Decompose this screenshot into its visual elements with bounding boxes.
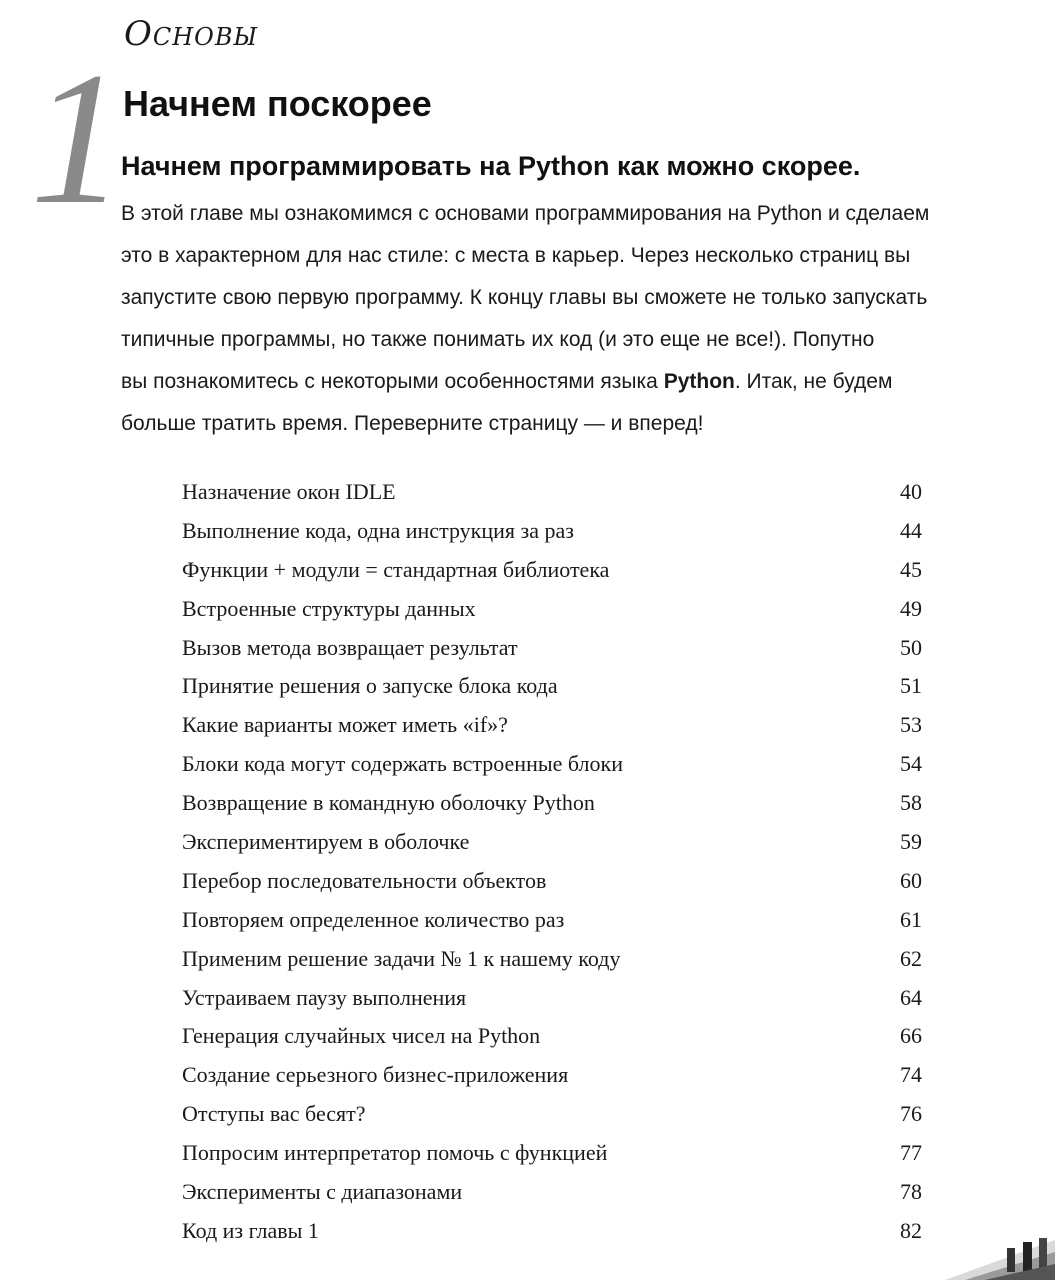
toc-entry-page: 58: [900, 790, 922, 816]
toc-entry-page: 44: [900, 517, 922, 543]
chapter-number: 1: [30, 34, 125, 244]
toc-entry-title: Код из главы 1: [182, 1217, 319, 1243]
toc-entry[interactable]: [182, 667, 922, 706]
toc-entry-page: 49: [900, 595, 922, 621]
toc-entry-page: 64: [900, 984, 922, 1010]
toc-entry-page: 77: [900, 1140, 922, 1166]
toc-entry-title: Генерация случайных чисел на Python: [182, 1023, 541, 1049]
toc-entry-title: Блоки кода могут содержать встроенные блоки: [182, 751, 623, 777]
toc-entry-title: Отступы вас бесят?: [182, 1101, 366, 1127]
toc-entry[interactable]: [182, 706, 922, 745]
intro-line: типичные программы, но также понимать их код (и это еще не все!). Попутно: [121, 328, 875, 351]
toc-entry[interactable]: [182, 784, 922, 823]
toc-entry[interactable]: [182, 473, 922, 512]
toc-entry-page: 59: [900, 829, 922, 855]
toc-entry-page: 61: [900, 906, 922, 932]
toc-entry-page: 50: [900, 634, 922, 660]
toc-entry-title: Перебор последовательности объектов: [182, 867, 547, 893]
toc-entry[interactable]: [182, 901, 922, 940]
toc-entry-title: Применим решение задачи № 1 к нашему коду: [182, 945, 621, 971]
toc-entry-title: Устраиваем паузу выполнения: [182, 984, 467, 1010]
toc-entry-page: 54: [900, 751, 922, 777]
toc-entry-page: 74: [900, 1062, 922, 1088]
toc-entry-page: 76: [900, 1101, 922, 1127]
toc-entry-title: Выполнение кода, одна инструкция за раз: [182, 517, 574, 543]
section-label: Основы: [124, 14, 259, 54]
toc-entry-page: 40: [900, 479, 922, 504]
toc-entry-page: 53: [900, 712, 922, 738]
toc-entry[interactable]: [182, 940, 922, 979]
toc-entry[interactable]: [182, 629, 922, 668]
table-of-contents: [182, 473, 922, 1251]
decorative-corner-illustration: [945, 1230, 1055, 1280]
intro-text: вы познакомитесь с некоторыми особенностями языка: [121, 370, 664, 393]
toc-entry[interactable]: [182, 551, 922, 590]
toc-entry-title: Принятие решения о запуске блока кода: [182, 673, 558, 699]
intro-line: это в характерном для нас стиле: с места в карьер. Через несколько страниц вы: [121, 244, 911, 267]
toc-entry-page: 82: [900, 1217, 922, 1243]
chapter-title: Начнем поскорее: [123, 83, 432, 124]
toc-entry[interactable]: [182, 823, 922, 862]
intro-emphasis: Python: [663, 370, 735, 393]
toc-entry-title: Возвращение в командную оболочку Python: [182, 790, 595, 816]
toc-entry-title: Повторяем определенное количество раз: [182, 906, 565, 932]
intro-line: больше тратить время. Переверните страницу — и вперед!: [121, 412, 704, 435]
toc-entry-title: Вызов метода возвращает результат: [182, 634, 518, 660]
toc-entry-page: 78: [900, 1179, 922, 1205]
toc-entry[interactable]: [182, 1095, 922, 1134]
toc-entry[interactable]: [182, 1173, 922, 1212]
toc-entry-title: Назначение окон IDLE: [182, 479, 396, 504]
intro-line: [121, 361, 1041, 403]
toc-entry-title: Эксперименты с диапазонами: [182, 1179, 463, 1205]
toc-entry[interactable]: [182, 1212, 922, 1251]
toc-entry[interactable]: [182, 862, 922, 901]
toc-entry[interactable]: [182, 1134, 922, 1173]
toc-entry-page: 51: [900, 673, 922, 699]
intro-text: . Итак, не будем: [734, 370, 893, 393]
toc-entry[interactable]: [182, 979, 922, 1018]
toc-entry-title: Экспериментируем в оболочке: [182, 829, 470, 855]
toc-entry[interactable]: [182, 590, 922, 629]
intro-line: запустите свою первую программу. К концу главы вы сможете не только запускать: [121, 286, 928, 309]
toc-entry-title: Создание серьезного бизнес-приложения: [182, 1062, 569, 1088]
toc-entry[interactable]: [182, 1017, 922, 1056]
intro-paragraph: [121, 193, 1041, 445]
toc-entry-page: 62: [900, 945, 922, 971]
toc-entry-title: Какие варианты может иметь «if»?: [182, 712, 508, 738]
toc-entry-page: 66: [900, 1023, 922, 1049]
toc-entry-title: Функции + модули = стандартная библиотека: [182, 556, 610, 582]
toc-entry-title: Встроенные структуры данных: [182, 595, 476, 621]
toc-entry[interactable]: [182, 1056, 922, 1095]
toc-entry-page: 60: [900, 867, 922, 893]
chapter-subtitle: Начнем программировать на Python как можно скорее.: [121, 151, 861, 181]
intro-line: В этой главе мы ознакомимся с основами программирования на Python и сделаем: [121, 202, 930, 225]
toc-entry-page: 45: [900, 556, 922, 582]
toc-entry-title: Попросим интерпретатор помочь с функцией: [182, 1140, 608, 1166]
toc-entry[interactable]: [182, 745, 922, 784]
toc-entry[interactable]: [182, 512, 922, 551]
